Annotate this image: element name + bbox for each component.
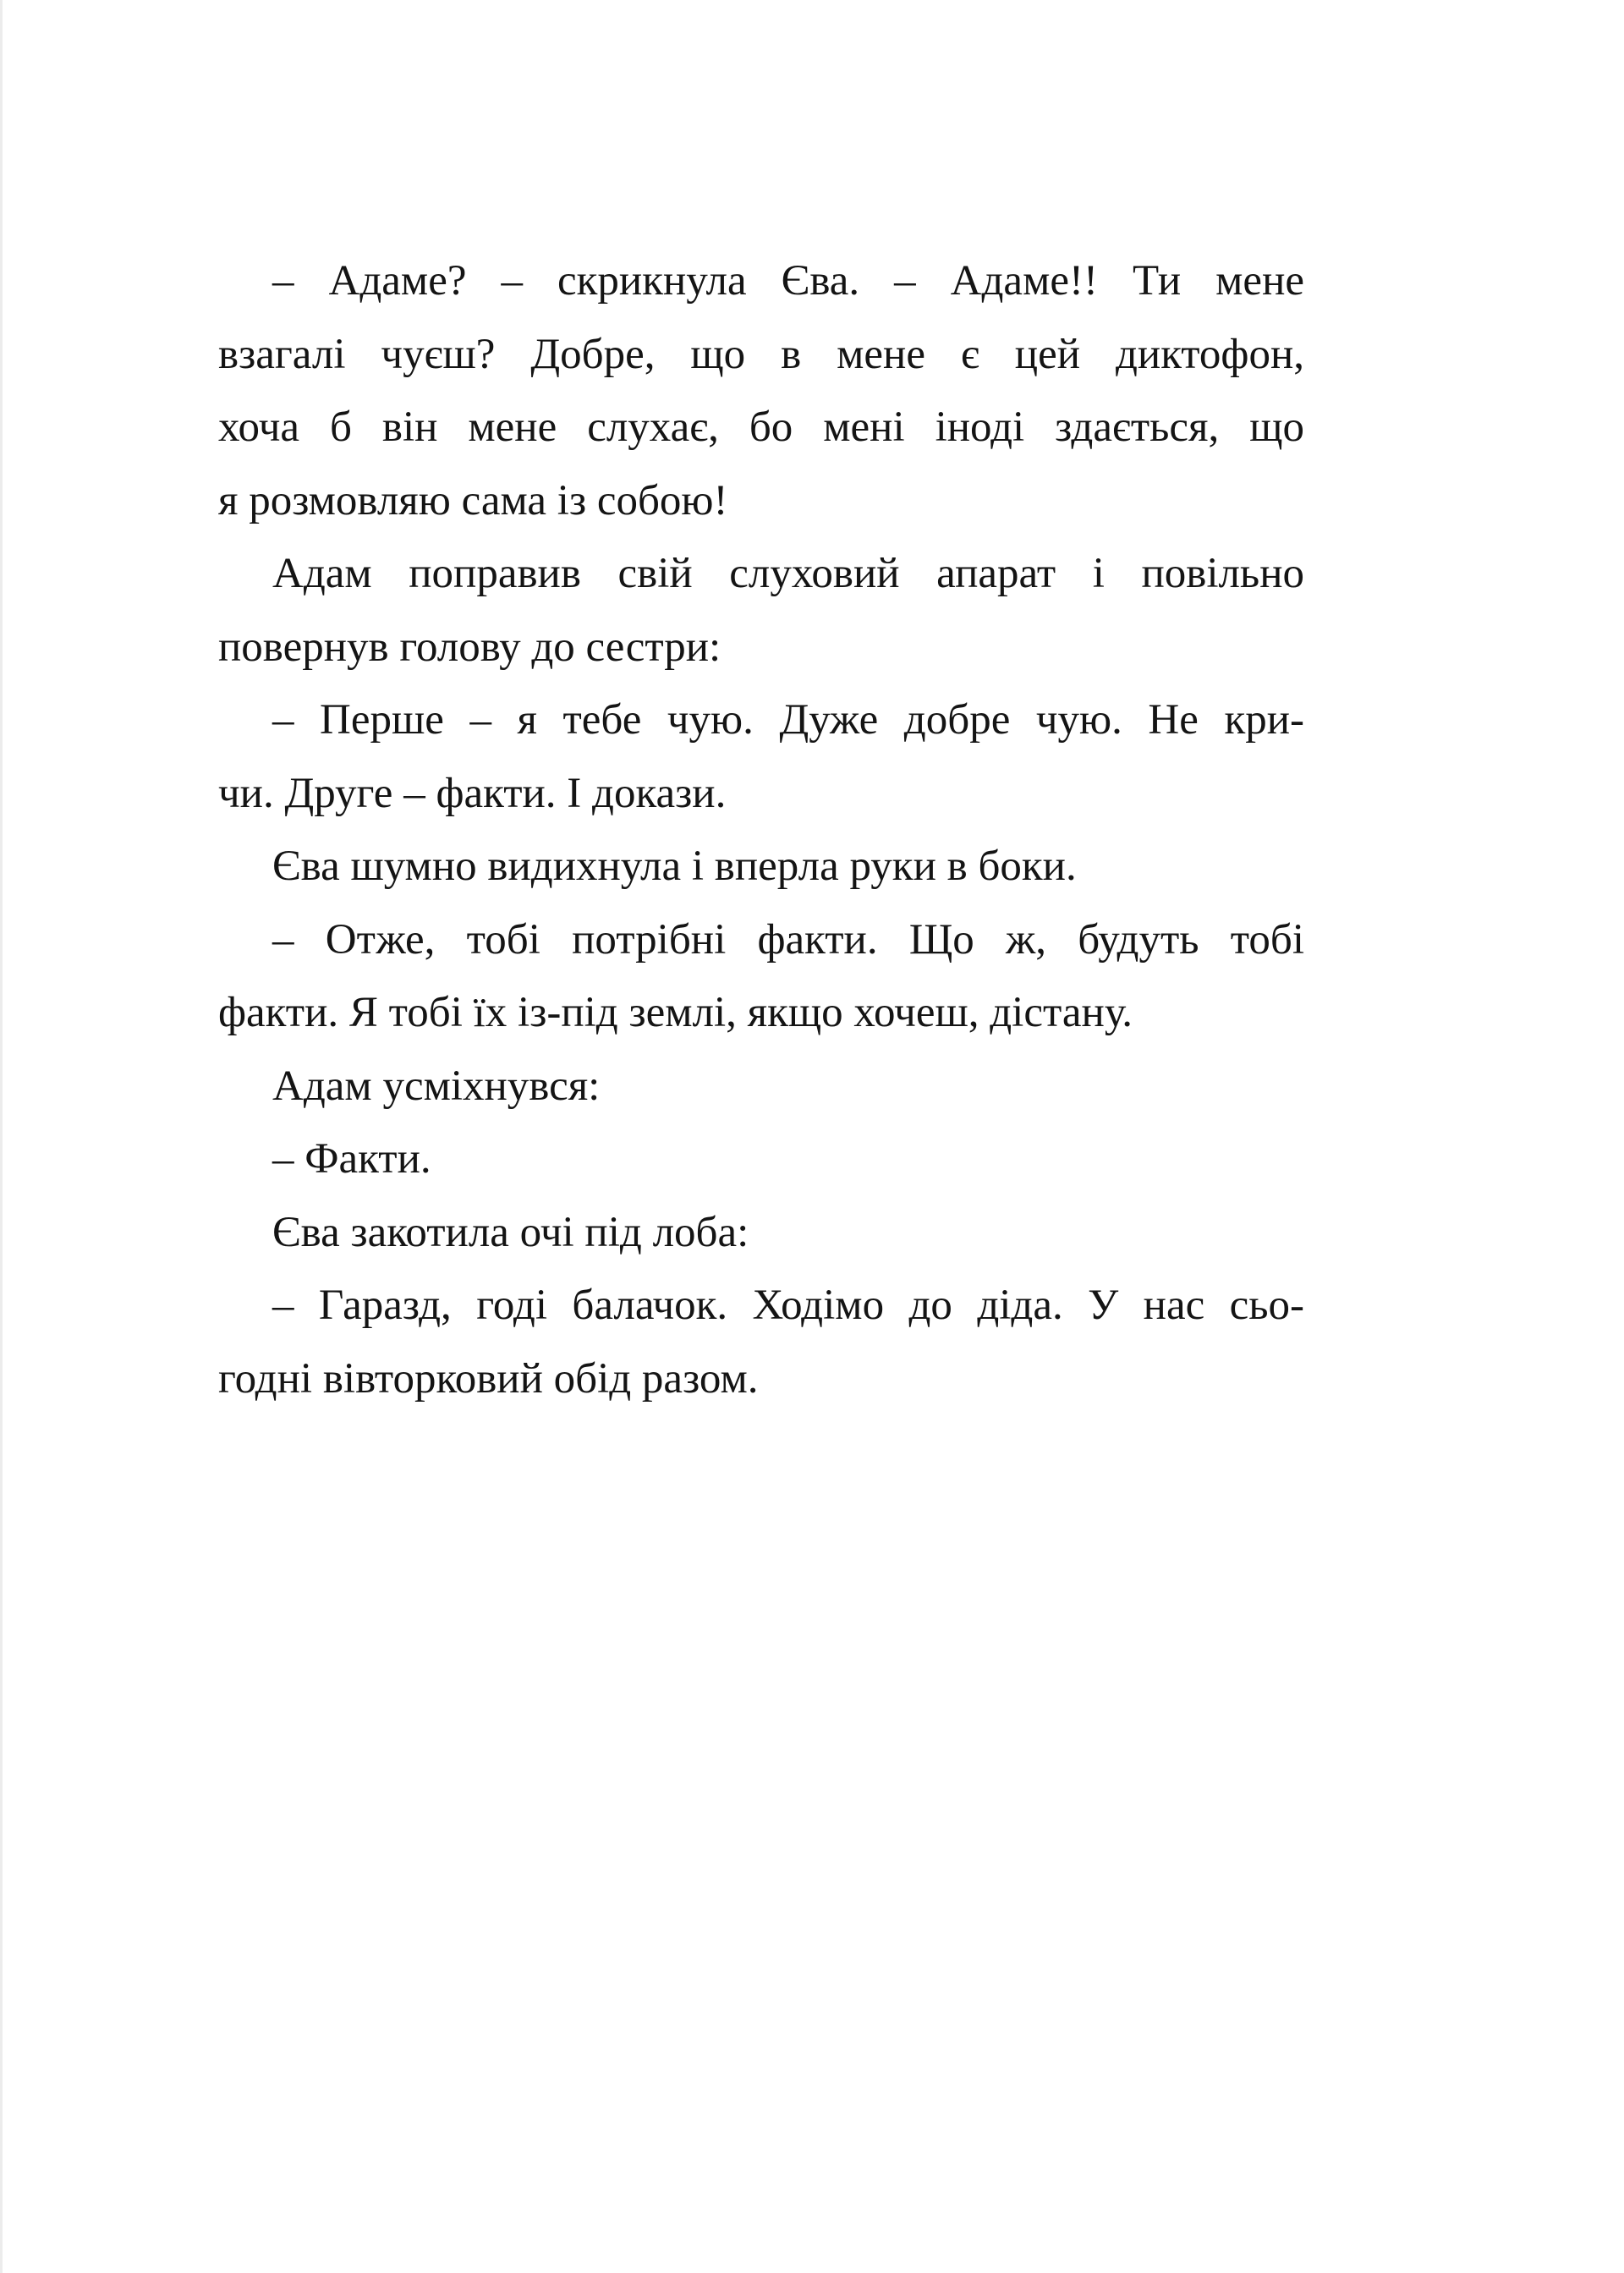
text-line-9: Єва шумно видихнула і вперла руки в боки. [272, 843, 1077, 890]
text-line-6: повернув голову до сестри: [218, 623, 721, 671]
page-edge-border [0, 0, 3, 2273]
text-line-14: Єва закотила очі під лоба: [272, 1209, 749, 1256]
text-line-16: годні вівторковий обід разом. [218, 1355, 759, 1403]
text-line-7: – Перше – я тебе чую. Дуже добре чую. Не кри- [272, 696, 1304, 744]
text-line-3: хоча б він мене слухає, бо мені іноді здається, що [218, 404, 1304, 451]
text-line-1: – Адаме? – скрикнула Єва. – Адаме!! Ти мене [272, 257, 1304, 305]
text-line-12: Адам усміхнувся: [272, 1062, 601, 1110]
text-line-2: взагалі чуєш? Добре, що в мене є цей диктофон, [218, 331, 1304, 378]
text-line-13: – Факти. [272, 1135, 431, 1183]
text-line-4: я розмовляю сама із собою! [218, 477, 728, 524]
text-line-11: факти. Я тобі їх із-під землі, якщо хочеш, дістану. [218, 989, 1133, 1036]
text-line-10: – Отже, тобі потрібні факти. Що ж, будуть тобі [272, 916, 1304, 964]
text-line-5: Адам поправив свій слуховий апарат і повільно [272, 550, 1304, 597]
text-line-15: – Гаразд, годі балачок. Ходімо до діда. У нас сьо- [272, 1282, 1304, 1329]
text-line-8: чи. Друге – факти. І докази. [218, 770, 727, 817]
